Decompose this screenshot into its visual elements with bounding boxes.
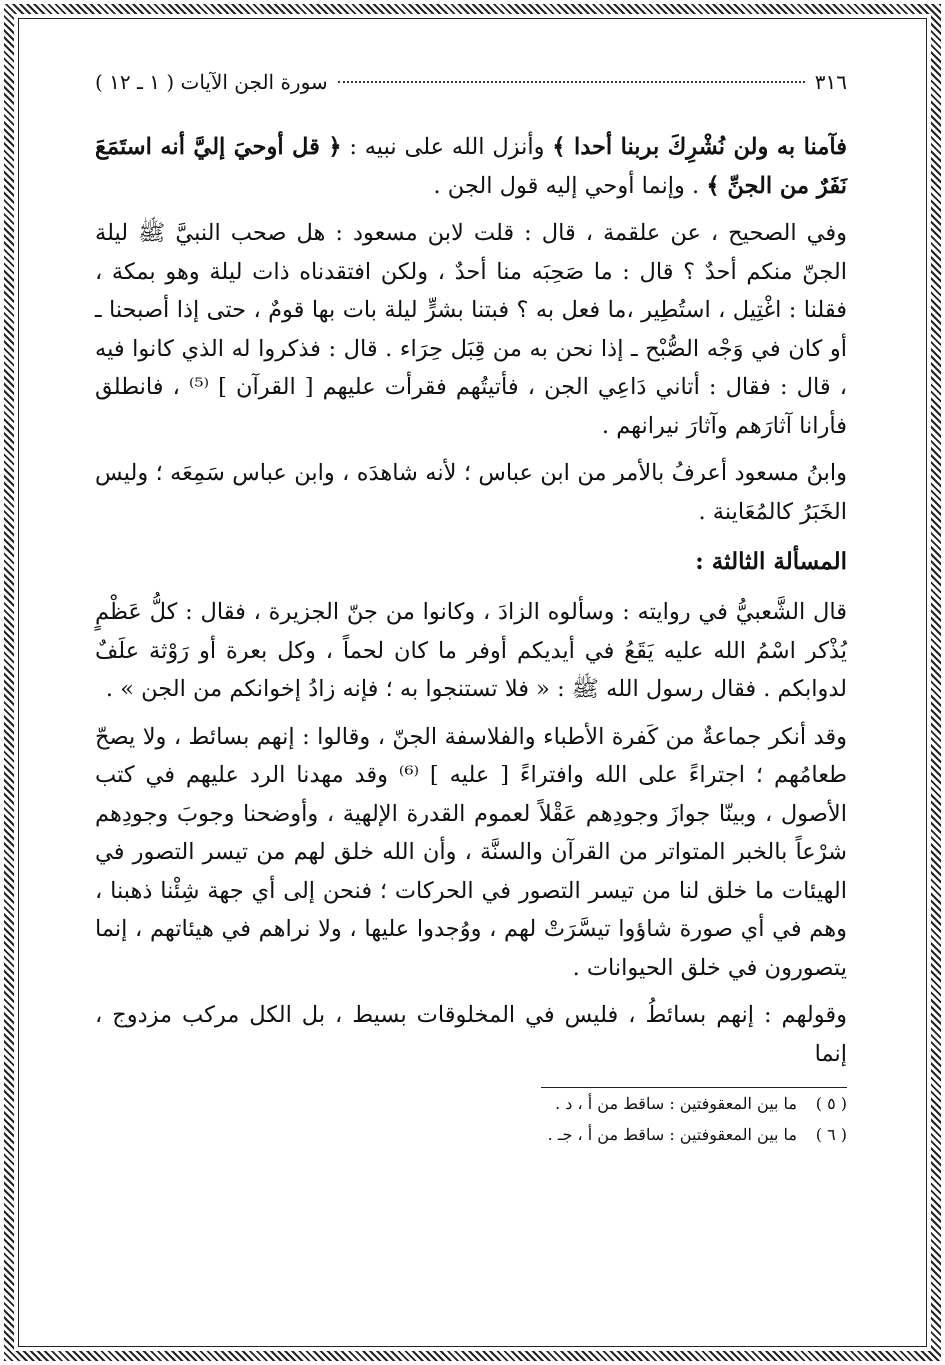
verse-quote: فآمنا به ولن نُشْرِكَ بربنا أحدا ﴾ bbox=[552, 134, 847, 160]
paragraph-1 bbox=[95, 128, 847, 205]
verse-quote-2: ﴿ قل أوحيَ إليَّ أنه استَمَعَ نَفَرٌ من الجنِّ ﴾ bbox=[95, 134, 847, 199]
footnote-6 bbox=[95, 1119, 847, 1150]
paragraph-1-tail: . وإنما أوحي إليه قول الجن . bbox=[433, 172, 707, 199]
footnote-5 bbox=[95, 1088, 847, 1119]
section-heading: المسألة الثالثة : bbox=[695, 548, 847, 575]
running-head bbox=[95, 70, 847, 106]
running-title: سورة الجن الآيات ( ١ ـ ١٢ ) bbox=[95, 70, 328, 94]
footnote-text: ما بين المعقوفتين : ساقط من أ ، جـ . bbox=[547, 1125, 797, 1144]
paragraph-4: قال الشَّعبيُّ في روايته : وسألوه الزادَ ، وكانوا من جنّ الجزيرة ، فقال : كلُّ عَظْمٍ يُذْكر اسْمُ الله عليه يَقَعُ في أيديكم أوفر ما كان لحماً ، وكل بعرة أو رَوْثة علَفٌ لدوابكم . فقال رسول الله ﷺ : « فلا تستنجوا به ؛ فإنه زادُ إخوانكم من الجن » . bbox=[95, 599, 847, 702]
paragraph-6: وقولهم : إنهم بسائطُ ، فليس في المخلوقات بسيط ، بل الكل مركب مزدوج ، إنما bbox=[95, 1002, 847, 1067]
paragraph-5: وقد أنكر جماعةٌ من كَفرة الأطباء والفلاسفة الجنّ ، وقالوا : إنهم بسائط ، ولا يصحّ طعامُهم ؛ اجتراءً على الله وافتراءً [ عليه ] ⁽⁶⁾ وقد مهدنا الرد عليهم في كتب الأصول ، وبينّا جوازَ وجودِهم عَقْلاً لعموم القدرة الإلهية ، وأوضحنا وجوبَ وجودِهم شرْعاً بالخبر المتواتر من القرآن والسنَّة ، وأن الله خلق لهم من تيسر التصور في الهيئات ما خلق لنا من تيسر التصور في الحركات ؛ فنحن إلى أي جهة شِئْنا ذهبنا ، وهم في أي صورة شاؤوا تيسَّرَتْ لهم ، ووُجدوا عليها ، ولا نراهم في هيئاتهم ، إنما يتصورون في خلق الحيوانات . bbox=[95, 723, 847, 981]
footnote-text: ما بين المعقوفتين : ساقط من أ ، د . bbox=[555, 1094, 797, 1113]
dot-leader bbox=[338, 81, 805, 83]
paragraph-2: وفي الصحيح ، عن علقمة ، قال : قلت لابن مسعود : هل صحب النبيَّ ﷺ ليلة الجنّ منكم أحدٌ ؟ قال : ما صَحِبَه منا أحدٌ ، ولكن افتقدناه ذات ليلة وهو بمكة ، فقلنا : اغْتِيل ، استُطِير ،ما فعل به ؟ فبتنا بشرٍّ ليلة بات بها قومٌ ، حتى إذا أصبحنا ـ أو كان في وَجْه الصُّبْح ـ إذا نحن به من قِبَل حِرَاء . قال : فذكروا له الذي كانوا فيه ، قال : فقال : أتاني دَاعِي الجن ، فأتيتُهم فقرأت عليهم [ القرآن ] ⁽⁵⁾ ، فانطلق فأرانا آثارَهم وآثارَ نيرانهم . bbox=[95, 220, 847, 439]
paragraph-3: وابنُ مسعود أعرفُ بالأمر من ابن عباس ؛ لأنه شاهدَه ، وابن عباس سَمِعَه ؛ وليس الخَبَرُ كالمُعَاينة . bbox=[95, 460, 847, 525]
page-content bbox=[95, 70, 847, 1150]
page-number: ٣١٦ bbox=[814, 70, 847, 94]
footnote-number: ( ٦ ) bbox=[815, 1125, 847, 1144]
paragraph-1-text: وأنزل الله على نبيه : bbox=[341, 134, 553, 160]
footnote-number: ( ٥ ) bbox=[815, 1094, 847, 1113]
